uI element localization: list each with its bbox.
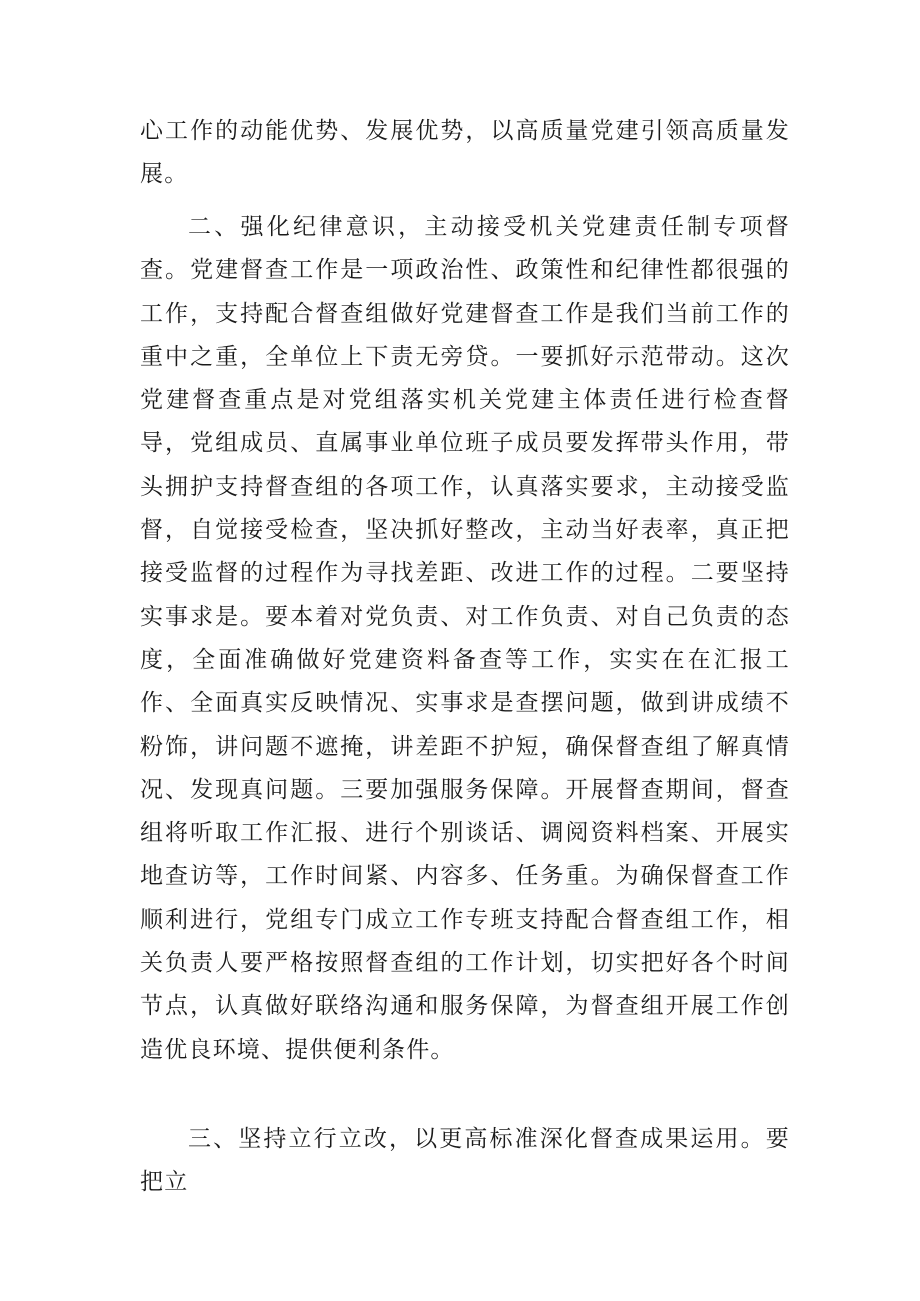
paragraph-section-three: 三、坚持立行立改，以更高标准深化督查成果运用。要把立: [140, 1126, 790, 1196]
paragraph-section-two: 二、强化纪律意识，主动接受机关党建责任制专项督查。党建督查工作是一项政治性、政策性和纪律性都很强的工作，支持配合督查组做好党建督查工作是我们当前工作的重中之重，全单位上下责无旁贷。一要抓好示范带动。这次党建督查重点是对党组落实机关党建主体责任进行检查督导，党组成员、直属事业单位班子成员要发挥带头作用，带头拥护支持督查组的各项工作，认真落实要求，主动接受监督，自觉接受检查，坚决抓好整改，主动当好表率，真正把接受监督的过程作为寻找差距、改进工作的过程。二要坚持实事求是。要本着对党负责、对工作负责、对自己负责的态度，全面准确做好党建资料备查等工作，实实在在汇报工作、全面真实反映情况、实事求是查摆问题，做到讲成绩不粉饰，讲问题不遮掩，讲差距不护短，确保督查组了解真情况、发现真问题。三要加强服务保障。开展督查期间，督查组将听取工作汇报、进行个别谈话、调阅资料档案、开展实地查访等，工作时间紧、内容多、任务重。为确保督查工作顺利进行，党组专门成立工作专班支持配合督查组工作，相关负责人要严格按照督查组的工作计划，切实把好各个时间节点，认真做好联络沟通和服务保障，为督查组开展工作创造优良环境、提供便利条件。: [140, 214, 790, 1063]
paragraph-continuation: 心工作的动能优势、发展优势，以高质量党建引领高质量发展。: [140, 118, 790, 188]
